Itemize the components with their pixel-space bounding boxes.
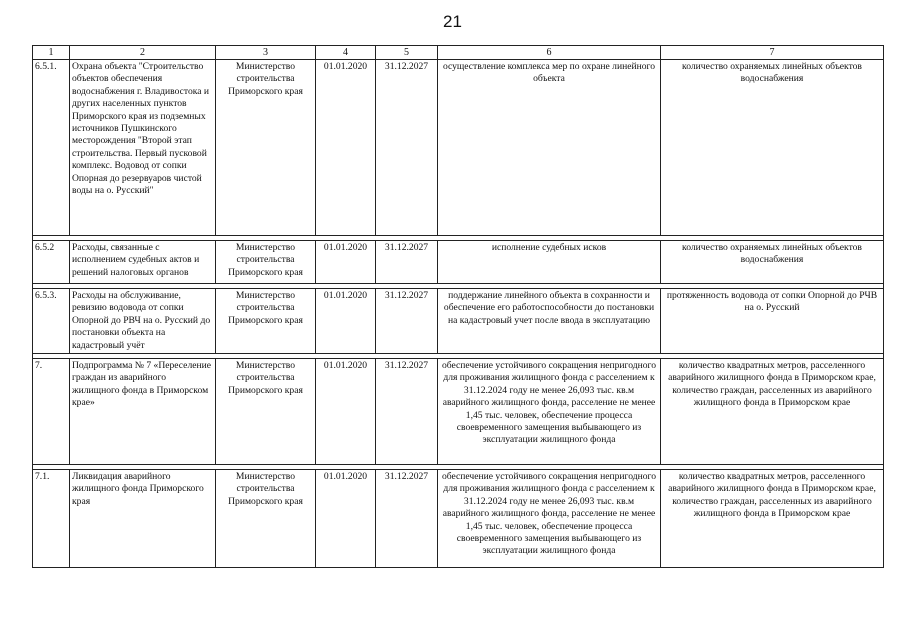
header-cell: 5 <box>376 46 438 60</box>
row-executor: Министерство строительства Приморского края <box>216 289 316 354</box>
header-cell: 3 <box>216 46 316 60</box>
row-result: обеспечение устойчивого сокращения непригодного для проживания жилищного фонда с расселением к 31.12.2024 году не менее 26,093 тыс. кв.м аварийного жилищного фонда, расселение не менее 1,45 тыс. человек, обеспечение процесса своевременного замещения выбывающего из эксплуатации жилищного фонда <box>438 359 661 465</box>
row-start-date: 01.01.2020 <box>316 289 376 354</box>
header-cell: 4 <box>316 46 376 60</box>
row-number: 6.5.2 <box>33 241 70 284</box>
row-indicator: количество квадратных метров, расселенного аварийного жилищного фонда в Приморском крае, количество граждан, расселенных из аварийного жилищного фонда в Приморском крае <box>661 359 884 465</box>
row-name: Ликвидация аварийного жилищного фонда Приморского края <box>70 470 216 568</box>
row-number: 6.5.3. <box>33 289 70 354</box>
row-result: исполнение судебных исков <box>438 241 661 284</box>
row-number: 6.5.1. <box>33 60 70 236</box>
row-result: обеспечение устойчивого сокращения непригодного для проживания жилищного фонда с расселением к 31.12.2024 году не менее 26,093 тыс. кв.м аварийного жилищного фонда, расселение не менее 1,45 тыс. человек, обеспечение процесса своевременного замещения выбывающего из эксплуатации жилищного фонда <box>438 470 661 568</box>
row-end-date: 31.12.2027 <box>376 289 438 354</box>
table-row <box>33 289 884 354</box>
row-start-date: 01.01.2020 <box>316 359 376 465</box>
row-start-date: 01.01.2020 <box>316 60 376 236</box>
row-indicator: количество охраняемых линейных объектов водоснабжения <box>661 241 884 284</box>
table-row <box>33 60 884 236</box>
row-number: 7. <box>33 359 70 465</box>
row-number: 7.1. <box>33 470 70 568</box>
row-start-date: 01.01.2020 <box>316 241 376 284</box>
row-indicator: протяженность водовода от сопки Опорной до РЧВ на о. Русский <box>661 289 884 354</box>
header-cell: 6 <box>438 46 661 60</box>
row-end-date: 31.12.2027 <box>376 470 438 568</box>
header-cell: 1 <box>33 46 70 60</box>
header-cell: 7 <box>661 46 884 60</box>
row-executor: Министерство строительства Приморского края <box>216 359 316 465</box>
table-row <box>33 470 884 568</box>
row-end-date: 31.12.2027 <box>376 60 438 236</box>
row-executor: Министерство строительства Приморского края <box>216 241 316 284</box>
row-start-date: 01.01.2020 <box>316 470 376 568</box>
header-cell: 2 <box>70 46 216 60</box>
row-name: Охрана объекта "Строительство объектов обеспечения водоснабжения г. Владивостока и других населенных пунктов Приморского края из подземных источников Пушкинского месторождения "Второй этап строительства. Первый пусковой комплекс. Водовод от сопки Опорная до резервуаров чистой воды на о. Русский" <box>70 60 216 236</box>
page-number: 21 <box>443 12 462 31</box>
row-indicator: количество квадратных метров, расселенного аварийного жилищного фонда в Приморском крае, количество граждан, расселенных из аварийного жилищного фонда в Приморском крае <box>661 470 884 568</box>
row-name: Расходы на обслуживание, ревизию водовода от сопки Опорной до РВЧ на о. Русский до постановки объекта на кадастровый учёт <box>70 289 216 354</box>
table-row <box>33 359 884 465</box>
row-name: Подпрограмма № 7 «Переселение граждан из аварийного жилищного фонда в Приморском крае» <box>70 359 216 465</box>
row-end-date: 31.12.2027 <box>376 241 438 284</box>
row-result: поддержание линейного объекта в сохранности и обеспечение его работоспособности до постановки на кадастровый учет после ввода в эксплуатацию <box>438 289 661 354</box>
table-row <box>33 241 884 284</box>
program-table <box>32 45 884 568</box>
row-name: Расходы, связанные с исполнением судебных актов и решений налоговых органов <box>70 241 216 284</box>
row-executor: Министерство строительства Приморского края <box>216 470 316 568</box>
row-executor: Министерство строительства Приморского края <box>216 60 316 236</box>
header-row <box>33 46 884 60</box>
row-end-date: 31.12.2027 <box>376 359 438 465</box>
row-indicator: количество охраняемых линейных объектов водоснабжения <box>661 60 884 236</box>
row-result: осуществление комплекса мер по охране линейного объекта <box>438 60 661 236</box>
